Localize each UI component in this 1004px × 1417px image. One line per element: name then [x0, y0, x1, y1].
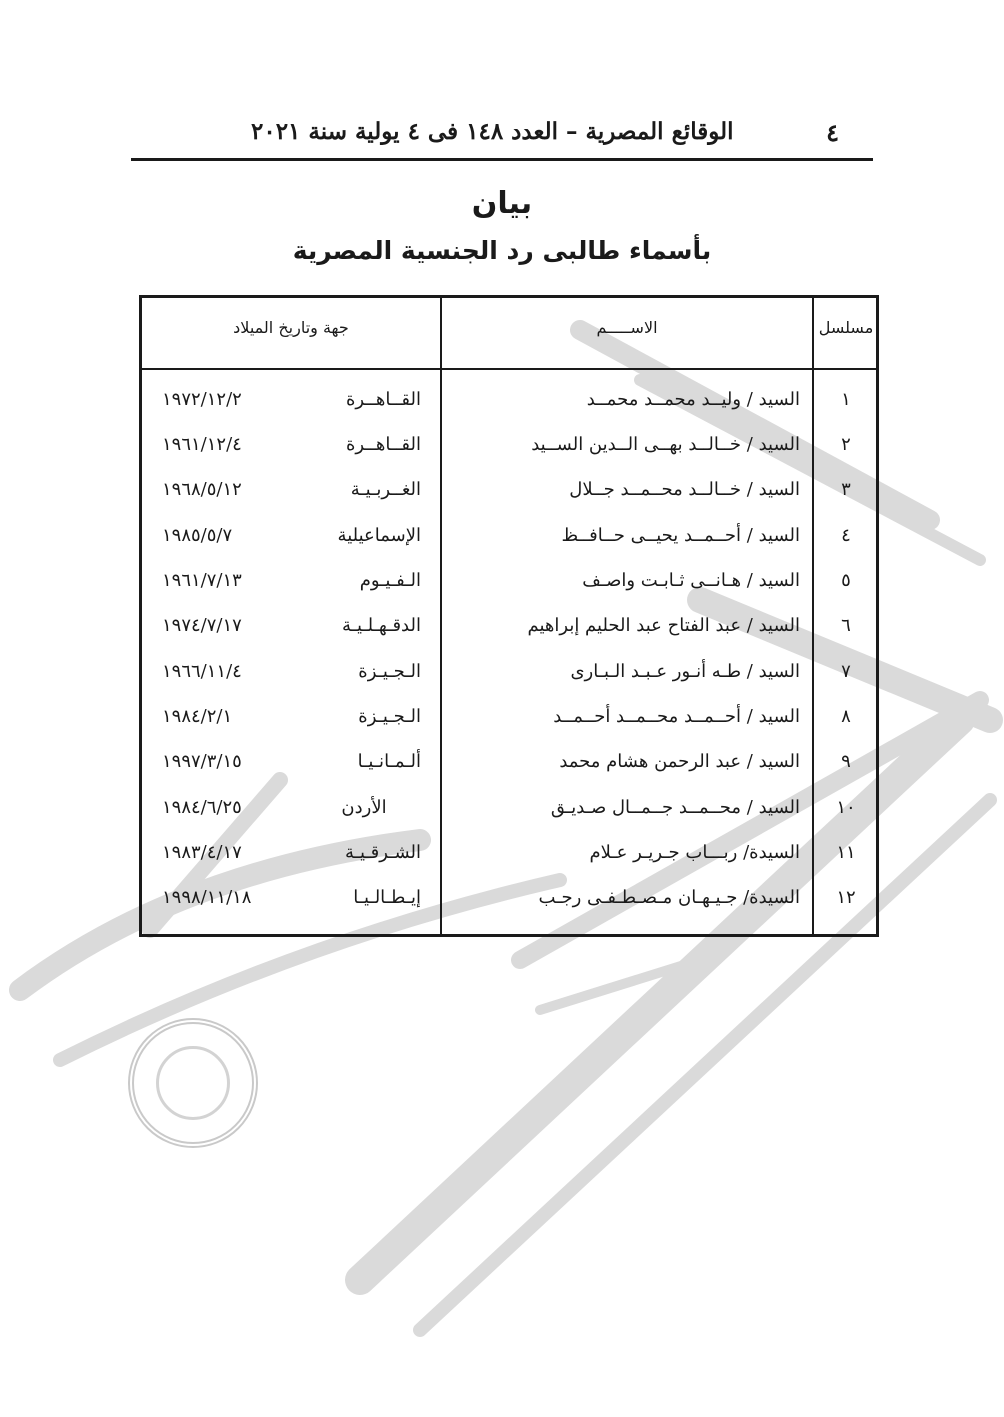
row-name: السيد / وليــد محمــد محمــد [586, 389, 800, 410]
row-name: السيدة/ ربـــاب جـريـر عـلام [589, 842, 800, 863]
row-name: السيد / طـه أنـور عـبـد الـبـارى [570, 661, 800, 682]
document-subtitle: بأسماء طالبى رد الجنسية المصرية [292, 236, 712, 265]
row-birth-place: الغــربـيـة [350, 479, 421, 500]
row-serial: ١٢ [836, 887, 856, 908]
row-birth-place: الأردن [341, 797, 387, 818]
row-birth-place: إيـطـالـيـا [353, 887, 421, 908]
row-birth-date: ١٩٦١/١٢/٤ [162, 434, 242, 455]
table-row [142, 614, 876, 654]
row-serial: ٥ [841, 570, 851, 591]
row-name: السيد / خــالــد محــمــد جــلال [569, 479, 800, 500]
table-row [142, 569, 876, 609]
row-birth-place: الدقـهـلـيـة [342, 615, 421, 636]
page-number: ٤ [826, 118, 839, 147]
header-divider [142, 368, 876, 370]
row-name: السيد / هـانــى ثـابـت واصـف [582, 570, 800, 591]
row-name: السيد / أحــمــد يحيــى حــافــظ [561, 525, 800, 546]
row-birth-place: الشـرقـيـة [345, 842, 421, 863]
row-serial: ٢ [841, 434, 851, 455]
row-serial: ٦ [841, 615, 851, 636]
row-birth-place: ألـمـانـيـا [357, 751, 421, 772]
row-serial: ١٠ [836, 797, 856, 818]
column-header-name: الاســـــم [596, 318, 658, 337]
row-name: السيد / خــالــد بهــى الــدين الســيد [531, 434, 800, 455]
row-serial: ١ [841, 389, 851, 410]
row-birth-date: ١٩٩٧/٣/١٥ [162, 751, 242, 772]
row-name: السيدة/ جـيـهـان مـصـطـفـى رجـب [538, 887, 800, 908]
row-birth-date: ١٩٦٦/١١/٤ [162, 661, 242, 682]
seal-graphic [128, 1018, 258, 1148]
row-birth-place: القــاهــرة [345, 434, 421, 455]
row-name: السيد / محــمــد جــمــال صـديـق [550, 797, 800, 818]
names-table [139, 295, 879, 937]
row-birth-date: ١٩٨٣/٤/١٧ [162, 842, 242, 863]
row-serial: ٨ [841, 706, 851, 727]
table-row [142, 750, 876, 790]
table-row [142, 705, 876, 745]
table-row [142, 524, 876, 564]
document-title: بيان [471, 186, 533, 221]
row-birth-date: ١٩٨٤/٢/١ [162, 706, 233, 727]
row-name: السيد / عبد الرحمن هشام محمد [559, 751, 800, 772]
column-header-birth: جهة وتاريخ الميلاد [233, 318, 349, 337]
column-header-serial: مسلسل [818, 318, 874, 337]
row-birth-place: القــاهــرة [345, 389, 421, 410]
row-birth-date: ١٩٦٨/٥/١٢ [162, 479, 242, 500]
row-serial: ٣ [841, 479, 851, 500]
row-birth-place: الإسماعيلية [337, 525, 421, 546]
table-row [142, 478, 876, 518]
row-name: السيد / أحــمــد محــمــد أحــمــد [553, 706, 800, 727]
row-birth-date: ١٩٨٤/٦/٢٥ [162, 797, 242, 818]
row-birth-place: الـفـيـوم [359, 570, 421, 591]
running-title: الوقائع المصرية – العدد ١٤٨ فى ٤ يولية سنة ٢٠٢١ [251, 118, 734, 145]
row-birth-place: الـجـيـزة [358, 661, 421, 682]
row-birth-date: ١٩٨٥/٥/٧ [162, 525, 233, 546]
table-row [142, 388, 876, 428]
row-birth-date: ١٩٩٨/١١/١٨ [162, 887, 252, 908]
table-row [142, 841, 876, 881]
row-serial: ٤ [841, 525, 851, 546]
row-birth-place: الـجـيـزة [358, 706, 421, 727]
table-row [142, 886, 876, 926]
row-birth-date: ١٩٦١/٧/١٣ [162, 570, 242, 591]
table-row [142, 433, 876, 473]
table-row [142, 796, 876, 836]
row-name: السيد / عبد الفتاح عبد الحليم إبراهيم [527, 615, 800, 636]
row-serial: ١١ [836, 842, 856, 863]
row-birth-date: ١٩٧٢/١٢/٢ [162, 389, 242, 410]
row-serial: ٧ [841, 661, 851, 682]
row-serial: ٩ [841, 751, 851, 772]
row-birth-date: ١٩٧٤/٧/١٧ [162, 615, 242, 636]
page-header [131, 108, 873, 161]
table-row [142, 660, 876, 700]
